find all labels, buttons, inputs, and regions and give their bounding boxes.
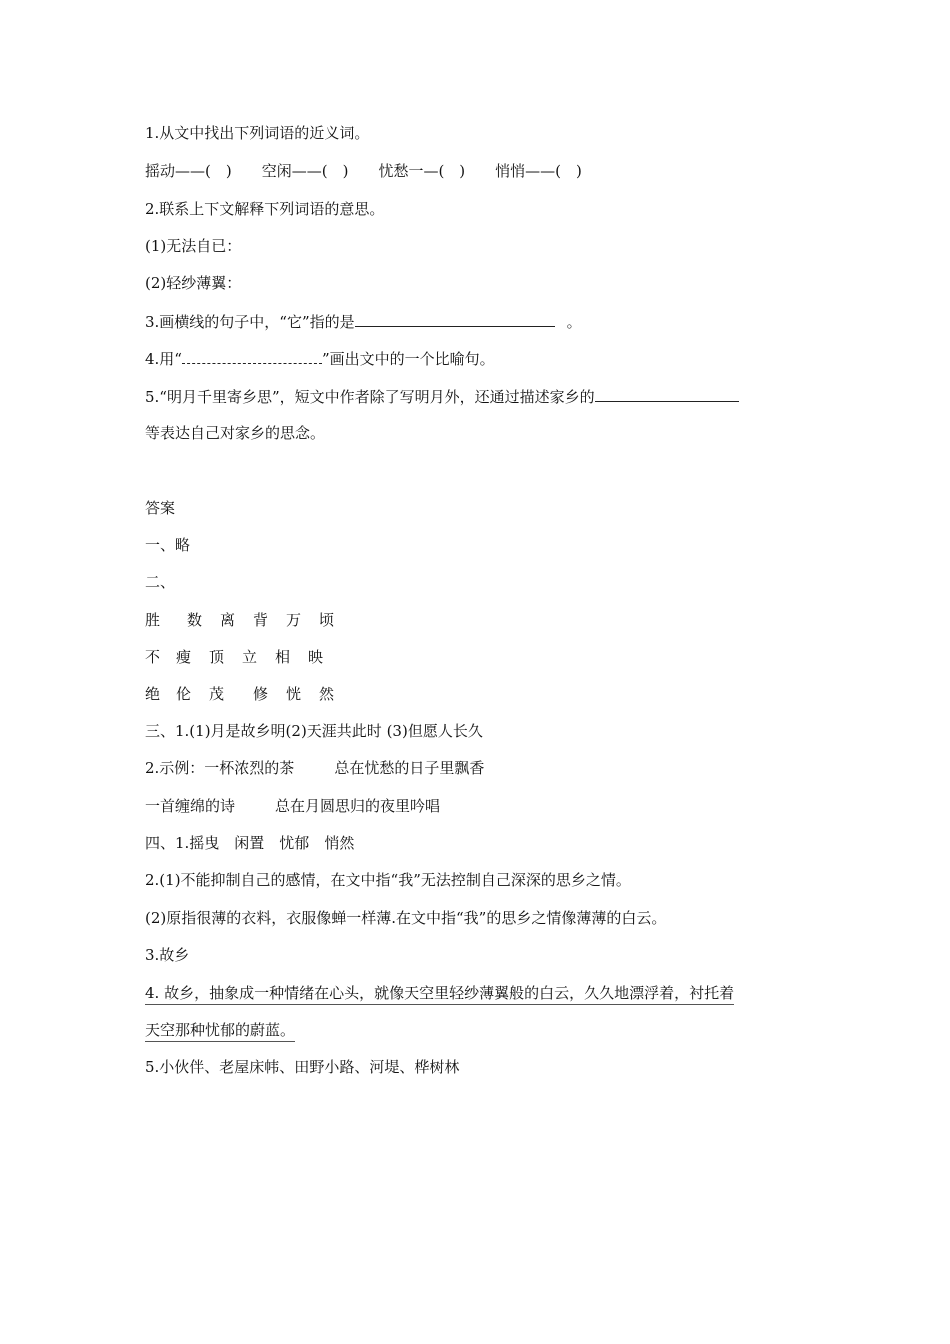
question-5	[145, 385, 739, 408]
question-5-cont: 等表达自己对家乡的思念。	[145, 424, 326, 442]
question-4	[145, 347, 495, 370]
char: 恍	[286, 685, 302, 703]
char: 顶	[209, 648, 225, 666]
char: 不	[145, 648, 161, 666]
answer-section-1: 一、略	[145, 536, 191, 554]
q3-text: 3.画横线的句子中，“它”指的是	[145, 313, 355, 331]
q4-dashed-line	[182, 347, 322, 364]
answer-3-2-right: 总在忧愁的日子里飘香	[334, 759, 485, 777]
char: 伦	[176, 685, 192, 703]
char: 相	[275, 648, 291, 666]
answer-4-3: 3.故乡	[145, 946, 190, 964]
question-2-2: (2)轻纱薄翼：	[145, 274, 242, 292]
answer-4-2: 2.(1)不能抑制自己的感情，在文中指“我”无法控制自己深深的思乡之情。	[145, 871, 631, 889]
question-1: 1.从文中找出下列词语的近义词。	[145, 124, 370, 142]
q4-text-end: ”画出文中的一个比喻句。	[321, 350, 495, 368]
answers-title: 答案	[145, 499, 176, 517]
question-2-1: (1)无法自已：	[145, 237, 242, 255]
char: 数	[187, 611, 203, 629]
char: 胜	[145, 611, 161, 629]
answer-chars-row-1	[145, 609, 352, 631]
answer-3-2	[145, 757, 484, 779]
char: 万	[286, 611, 302, 629]
answer-chars-row-3	[145, 683, 352, 705]
answer-4-2b: (2)原指很薄的衣料，衣服像蝉一样薄.在文中指“我”的思乡之情像薄薄的白云。	[145, 909, 667, 927]
underlined-sentence: 4. 故乡，抽象成一种情绪在心头，就像天空里轻纱薄翼般的白云，久久地漂浮着，衬托着	[145, 984, 734, 1005]
answer-3-3-left: 一首缠绵的诗	[145, 797, 236, 815]
answer-4-4-cont	[145, 1019, 295, 1041]
char: 背	[253, 611, 269, 629]
char: 绝	[145, 685, 161, 703]
char: 茂	[209, 685, 225, 703]
answer-section-4: 四、1.摇曳 闲置 忧郁 悄然	[145, 834, 355, 852]
q4-text-start: 4.用“	[145, 350, 182, 368]
answer-chars-row-2	[145, 646, 341, 668]
question-2: 2.联系上下文解释下列词语的意思。	[145, 200, 385, 218]
q1-item-3: 忧愁一—( )	[378, 162, 466, 180]
char: 离	[220, 611, 236, 629]
q5-text: 5.“明月千里寄乡思”，短文中作者除了写明月外，还通过描述家乡的	[145, 388, 595, 406]
q3-answer-blank[interactable]	[355, 310, 555, 327]
answer-4-4	[145, 982, 734, 1004]
question-1-items	[145, 160, 582, 182]
char: 瘦	[176, 648, 192, 666]
answer-3-3	[145, 795, 440, 817]
answer-4-5: 5.小伙伴、老屋床帏、田野小路、河堤、桦树林	[145, 1058, 460, 1076]
q5-answer-blank[interactable]	[595, 385, 739, 402]
answer-3-3-right: 总在月圆思归的夜里吟唱	[275, 797, 441, 815]
question-3	[145, 310, 582, 333]
char: 立	[242, 648, 258, 666]
q1-item-4: 悄悄——( )	[495, 162, 582, 180]
answer-3-2-left: 2.示例：一杯浓烈的茶	[145, 759, 295, 777]
q3-end: 。	[566, 313, 582, 331]
char: 映	[308, 648, 324, 666]
char: 顷	[319, 611, 335, 629]
char: 然	[319, 685, 335, 703]
q1-item-2: 空闲——( )	[261, 162, 349, 180]
answer-section-2: 二、	[145, 573, 176, 591]
answer-section-3: 三、1.(1)月是故乡明(2)天涯共此时 (3)但愿人长久	[145, 722, 483, 740]
underlined-sentence-cont: 天空那种忧郁的蔚蓝。	[145, 1021, 295, 1042]
char: 修	[253, 685, 269, 703]
q1-item-1: 摇动——( )	[145, 162, 232, 180]
